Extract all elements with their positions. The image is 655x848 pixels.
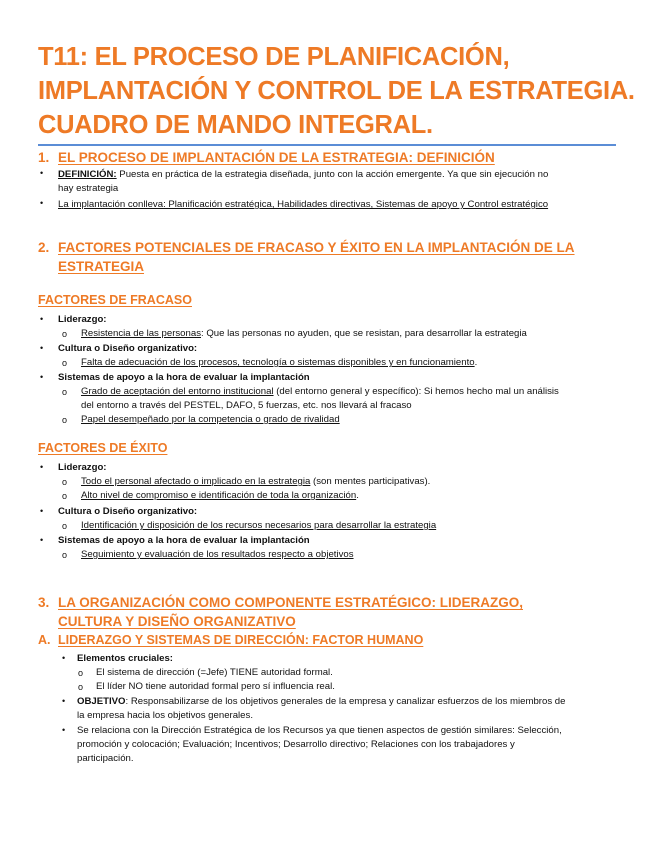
subsection-a-heading [38, 632, 424, 648]
exito-cultura: Cultura o Diseño organizativo: [58, 506, 198, 517]
section-2-heading [38, 238, 575, 276]
bullet-icon: • [40, 314, 44, 324]
circle-bullet-icon: o [62, 550, 68, 560]
fracaso-liderazgo: Liderazgo: [58, 314, 107, 325]
bullet-icon: • [62, 653, 66, 663]
elementos-line: Elementos cruciales: [77, 653, 173, 664]
elemento-2: El líder NO tiene autoridad formal pero sí influencia real. [96, 681, 335, 692]
objetivo-line-cont: la empresa hacia los objetivos generales. [77, 710, 253, 721]
title-line-2: IMPLANTACIÓN Y CONTROL DE LA ESTRATEGIA. [38, 77, 635, 105]
circle-bullet-icon: o [62, 358, 68, 368]
bullet-icon: • [40, 535, 44, 545]
section-3-number: 3. [38, 595, 50, 610]
definition-text-cont: hay estrategia [58, 183, 119, 194]
grado-line: Grado de aceptación del entorno institucional (del entorno general y específico): Si hemos hecho mal un análisis [81, 386, 559, 397]
circle-bullet-icon: o [78, 682, 84, 692]
todo-line: Todo el personal afectado o implicado en la estrategia (son mentes participativas). [81, 476, 431, 487]
section-2-title-line-1: FACTORES POTENCIALES DE FRACASO Y ÉXITO EN LA IMPLANTACIÓN DE LA [58, 240, 575, 255]
circle-bullet-icon: o [62, 477, 68, 487]
bullet-icon: • [40, 168, 44, 178]
definition-line [58, 168, 548, 182]
implantation-line: La implantación conlleva: Planificación estratégica, Habilidades directivas, Sistemas de apoyo y Control estratégico [58, 199, 549, 210]
seguimiento-line: Seguimiento y evaluación de los resultados respecto a objetivos [81, 549, 354, 560]
exito-sistemas: Sistemas de apoyo a la hora de evaluar la implantación [58, 535, 310, 546]
bullet-icon: • [40, 343, 44, 353]
subsection-a-letter: A. [38, 633, 51, 647]
exito-liderazgo: Liderazgo: [58, 462, 107, 473]
circle-bullet-icon: o [62, 415, 68, 425]
title-divider [38, 144, 616, 146]
bullet-icon: • [40, 198, 44, 208]
circle-bullet-icon: o [62, 521, 68, 531]
bullet-icon: • [62, 696, 66, 706]
papel-line: Papel desempeñado por la competencia o grado de rivalidad [81, 414, 340, 425]
page-title [38, 40, 638, 142]
identificacion-line: Identificación y disposición de los recursos necesarios para desarrollar la estrategia [81, 520, 437, 531]
grado-line-cont: del entorno a través del PESTEL, DAFO, 5 fuerzas, etc. nos llevará al fracaso [81, 400, 412, 411]
falta-line: Falta de adecuación de los procesos, tecnología o sistemas disponibles y en funcionamiento. [81, 357, 478, 368]
fracaso-sistemas: Sistemas de apoyo a la hora de evaluar la implantación [58, 372, 310, 383]
definition-text: Puesta en práctica de la estrategia diseñada, junto con la acción emergente. Ya que sin ejecución no [116, 169, 549, 180]
exito-heading: FACTORES DE ÉXITO [38, 441, 168, 455]
title-line-3: CUADRO DE MANDO INTEGRAL. [38, 111, 433, 139]
fracaso-cultura: Cultura o Diseño organizativo: [58, 343, 198, 354]
circle-bullet-icon: o [78, 668, 84, 678]
bullet-icon: • [40, 506, 44, 516]
bullet-icon: • [62, 725, 66, 735]
alto-line: Alto nivel de compromiso e identificación de toda la organización. [81, 490, 359, 501]
circle-bullet-icon: o [62, 387, 68, 397]
title-line-1: T11: EL PROCESO DE PLANIFICACIÓN, [38, 43, 510, 71]
definition-label: DEFINICIÓN: [58, 169, 117, 180]
subsection-a-title: LIDERAZGO Y SISTEMAS DE DIRECCIÓN: FACTOR HUMANO [58, 633, 424, 647]
circle-bullet-icon: o [62, 329, 68, 339]
circle-bullet-icon: o [62, 491, 68, 501]
relaciona-line-2: promoción y colocación; Evaluación; Incentivos; Desarrollo directivo; Relaciones con los trabajadores y [77, 739, 515, 750]
relaciona-line-1: Se relaciona con la Dirección Estratégica de los Recursos ya que tienen aspectos de gestión similares: Selección, [77, 725, 562, 736]
section-1-title: EL PROCESO DE IMPLANTACIÓN DE LA ESTRATEGIA: DEFINICIÓN [58, 150, 495, 165]
section-2-number: 2. [38, 240, 50, 255]
section-1-number: 1. [38, 150, 50, 165]
section-2-title-line-2: ESTRATEGIA [58, 259, 145, 274]
bullet-icon: • [40, 462, 44, 472]
section-3-title-line-1: LA ORGANIZACIÓN COMO COMPONENTE ESTRATÉGICO: LIDERAZGO, [58, 595, 523, 610]
resistencia-line: Resistencia de las personas: Que las personas no ayuden, que se resistan, para desarrollar la estrategia [81, 328, 527, 339]
section-3-heading [38, 593, 523, 631]
fracaso-heading: FACTORES DE FRACASO [38, 293, 192, 307]
section-1-heading [38, 148, 495, 167]
section-3-title-line-2: CULTURA Y DISEÑO ORGANIZATIVO [58, 614, 296, 629]
bullet-icon: • [40, 372, 44, 382]
objetivo-line: OBJETIVO: Responsabilizarse de los objetivos generales de la empresa y canalizar esfuerzos de los miembros de [77, 696, 566, 707]
relaciona-line-3: participación. [77, 753, 134, 764]
elemento-1: El sistema de dirección (=Jefe) TIENE autoridad formal. [96, 667, 333, 678]
